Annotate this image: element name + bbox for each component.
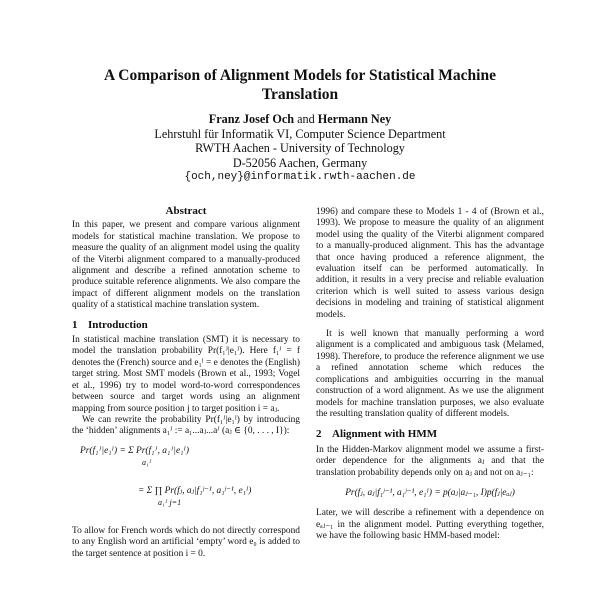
abstract-heading: Abstract xyxy=(165,205,207,217)
intro-paragraph-3: To allow for French words which do not directly correspond to any English word an artificial ‘empty’ word e₀ is added to the target sentence at position i = 0. xyxy=(72,525,300,559)
equation-line-1 xyxy=(80,446,189,470)
hmm-paragraph-2: Later, we will describe a refinement with a dependence on eₐⱼ₋₁ in the alignment model. Putting everything together, we have the following basic HMM-based model: xyxy=(316,508,544,542)
equation-2-subscript: a₁ᴶ j=1 xyxy=(158,498,182,508)
section-2-title: Alignment with HMM xyxy=(332,428,438,441)
left-column xyxy=(72,206,300,560)
paper-title xyxy=(60,66,540,104)
equation-1: Pr(f₁ᴶ|e₁ᴵ) = Σ Pr(f₁ᴶ, a₁ᴶ|e₁ᴵ) xyxy=(80,445,189,456)
equation-1-subscript: a₁ᴶ xyxy=(142,458,152,468)
affiliation-line-3: D-52056 Aachen, Germany xyxy=(232,155,368,170)
author-block xyxy=(60,112,540,185)
affiliation-line-1: Lehrstuhl für Informatik VI, Computer Science Department xyxy=(154,126,446,141)
section-1-heading xyxy=(72,320,300,331)
section-2-heading xyxy=(316,429,544,440)
equation-block xyxy=(72,444,300,518)
author-and: and xyxy=(297,112,315,126)
section-1-number: 1 xyxy=(72,318,78,331)
hmm-equation: Pr(fⱼ, aⱼ|f₁ʲ⁻¹, a₁ʲ⁻¹, e₁ᴵ) = p(aⱼ|aⱼ₋₁, I)p(fⱼ|eₐⱼ) xyxy=(345,487,515,498)
equation-2: = Σ ∏ Pr(fⱼ, aⱼ|f₁ʲ⁻¹, a₁ʲ⁻¹, e₁ᴵ) xyxy=(138,485,252,496)
title-line-1: A Comparison of Alignment Models for Statistical Machine xyxy=(104,67,496,84)
affiliation-line-2: RWTH Aachen - University of Technology xyxy=(195,141,405,156)
right-paragraph-1: 1996) and compare these to Models 1 - 4 of (Brown et al., 1993). We propose to measure the quality of an alignment model using the quality of the Viterbi alignment compared to a manually-produced alignment. This has the advantage that once having produced a reference alignment, the evaluation itself can be performed automatically. In addition, it results in a very precise and reliable evaluation criterion which is well suited to assess various design decisions in modeling and training of statistical alignment models. xyxy=(316,207,544,320)
intro-paragraph-1: In statistical machine translation (SMT) it is necessary to model the translation probability Pr(f₁ᴶ|e₁ᴵ). Here f₁ᴶ = f denotes the (French) source and e₁ᴵ = e denotes the (English) target string. Most SMT models (Brown et al., 1993; Vogel et al., 1996) try to model word-to-word correspondences between source and target words using an alignment mapping from source position j to target position i = aⱼ. xyxy=(72,335,300,414)
right-column xyxy=(316,207,544,543)
author-names xyxy=(60,112,540,127)
hmm-paragraph-1: In the Hidden-Markov alignment model we assume a first-order dependence for the alignments aⱼ and that the translation probability depends only on aⱼ and not on aⱼ₋₁: xyxy=(316,444,544,478)
equation-line-2 xyxy=(80,486,251,510)
section-1-title: Introduction xyxy=(88,318,148,331)
right-paragraph-2: It is well known that manually performing a word alignment is a complicated and ambiguous task (Melamed, 1998). Therefore, to produce the reference alignment we use a refined annotation scheme which reduces the complications and ambiguities occurring in the manual construction of a word alignment. As we use the alignment models for machine translation purposes, we also evaluate the resulting translation quality of different models. xyxy=(316,329,544,419)
author-email: {och,ney}@informatik.rwth-aachen.de xyxy=(184,171,416,184)
title-line-2: Translation xyxy=(261,86,339,103)
author-1: Franz Josef Och xyxy=(208,112,295,126)
author-2: Hermann Ney xyxy=(317,112,392,126)
section-2-number: 2 xyxy=(316,428,322,441)
intro-paragraph-2: We can rewrite the probability Pr(f₁ᴶ|e₁ᴵ) by introducing the ‘hidden’ alignments a₁ᴶ := a₁...aⱼ...aᴶ (aⱼ ∈ {0, . . . , I}): xyxy=(72,414,300,437)
abstract-text: In this paper, we present and compare various alignment models for statistical machine translation. We propose to measure the quality of an alignment model using the quality of the Viterbi alignment compared to a manually-produced alignment and describe a refined annotation scheme to produce suitable reference alignments. We also compare the impact of different alignment models on the translation quality of a statistical machine translation system. xyxy=(72,220,300,311)
